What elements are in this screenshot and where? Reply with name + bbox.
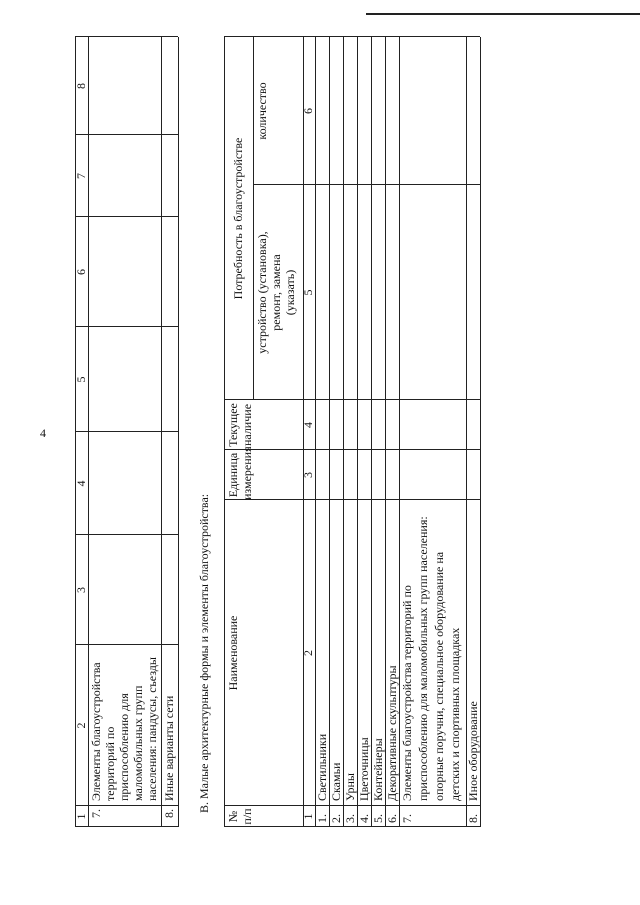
t2-header-need-a-line-1: устройство (установка), [255,231,269,354]
t2-row-7-name-line-2: приспособлению для маломобильных групп населения: [416,516,430,801]
t2-row-1-name: Светильники [315,733,329,801]
t1-row-7-name-line-2: территорий по [103,726,117,801]
t1-row-7-name-line-4: маломобильных групп [131,685,145,801]
t1-row-8-num: 8. [162,809,176,818]
t2-row-5-name: Контейнеры [371,738,385,801]
t1-row-7-name-line-5: населения: пандусы, съезды [145,657,159,801]
t2-row-1-num: 1. [315,814,329,823]
t2-header-current-line-2: наличие [240,403,254,447]
t2-header-need-b: количество [255,82,269,140]
t2-row-3-name: Урны [343,773,357,801]
t1-colnum-7: 7 [74,173,88,179]
t2-row-4-name: Цветочницы [357,737,371,801]
t2-colnum-1: 1 [301,813,315,820]
t2-header-need-a-line-3: (указать) [283,269,297,316]
t2-row-7-name-line-1: Элементы благоустройства территорий по [400,585,414,801]
t2-colnum-2: 2 [301,650,315,656]
t2-header-unit-line-2: измерения [240,446,254,500]
t1-row-7-num: 7. [89,809,103,818]
t2-row-8-num: 8. [466,814,480,823]
t1-colnum-3: 3 [74,587,88,593]
t1-colnum-1: 1 [74,813,88,820]
page-number: 4 [40,426,46,440]
t2-colnum-6: 6 [301,108,315,114]
t2-row-4-num: 4. [357,814,371,823]
t2-row-2-name: Скамьи [329,762,343,801]
t2-colnum-5: 5 [301,289,315,296]
t1-colnum-8: 8 [74,83,88,89]
t1-colnum-4: 4 [74,480,88,487]
t1-colnum-6: 6 [74,269,88,275]
t2-row-5-num: 5. [371,814,385,823]
t1-row-8-name: Иные варианты сети [162,695,176,801]
t1-colnum-5: 5 [74,376,88,383]
t2-colnum-4: 4 [301,422,315,428]
t1-row-7-name-line-1: Элементы благоустройства [89,662,103,801]
t2-header-current-line-1: Текущее [226,403,240,447]
t2-header-name: Наименование [226,615,240,691]
t2-header-num-line-2: п/п [240,808,254,825]
t2-colnum-3: 3 [301,472,315,478]
t2-header-need: Потребность в благоустройстве [231,137,245,300]
t2-row-2-num: 2. [329,814,343,823]
t1-row-7-name-line-3: приспособлению для [117,693,131,801]
t2-row-7-name-line-3: опорные поручни, специальное оборудование на [432,551,446,801]
t2-row-8-name: Иное оборудование [466,701,480,801]
t2-row-7-num: 7. [400,814,414,823]
t2-header-num-line-1: № [226,810,240,823]
section-b-title: В. Малые архитектурные формы и элементы благоустройства: [197,493,211,813]
t2-row-3-num: 3. [343,814,357,823]
t2-header-unit-line-1: Единица [226,452,240,498]
t2-row-6-name: Декоративные скульптуры [385,665,399,801]
t2-row-6-num: 6. [385,814,399,823]
t2-header-need-a-line-2: ремонт, замена [269,254,283,331]
t2-row-7-name-line-4: детских и спортивных площадках [448,627,462,801]
t1-colnum-2: 2 [74,722,88,729]
